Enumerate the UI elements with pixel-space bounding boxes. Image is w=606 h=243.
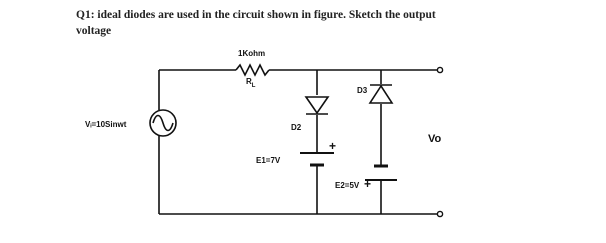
ac-source — [150, 110, 176, 136]
source-label: Vᵢ=10Sinwt — [85, 120, 127, 129]
battery-e1-label: E1=7V — [256, 156, 281, 165]
battery-e2-plus-sign: + — [364, 177, 372, 191]
resistor — [236, 65, 269, 75]
question-line-2: voltage — [76, 25, 112, 37]
battery-e2-label: E2=5V — [335, 181, 360, 190]
output-terminal-bottom — [437, 211, 442, 216]
output-terminal-top — [437, 67, 442, 72]
diode-d3-label: D3 — [357, 86, 368, 95]
battery-e1 — [300, 153, 334, 165]
resistor-value-label: 1Kohm — [238, 49, 266, 58]
diode-d3 — [370, 85, 392, 103]
diode-d2-label: D2 — [291, 123, 302, 132]
output-voltage-label: Vo — [428, 133, 442, 145]
diode-d2 — [306, 97, 328, 114]
resistor-name-label: $R_L$ — [246, 77, 256, 89]
battery-e1-plus-sign: + — [329, 139, 337, 153]
question-line-1: Q1: ideal diodes are used in the circuit shown in figure. Sketch the output — [76, 9, 436, 21]
